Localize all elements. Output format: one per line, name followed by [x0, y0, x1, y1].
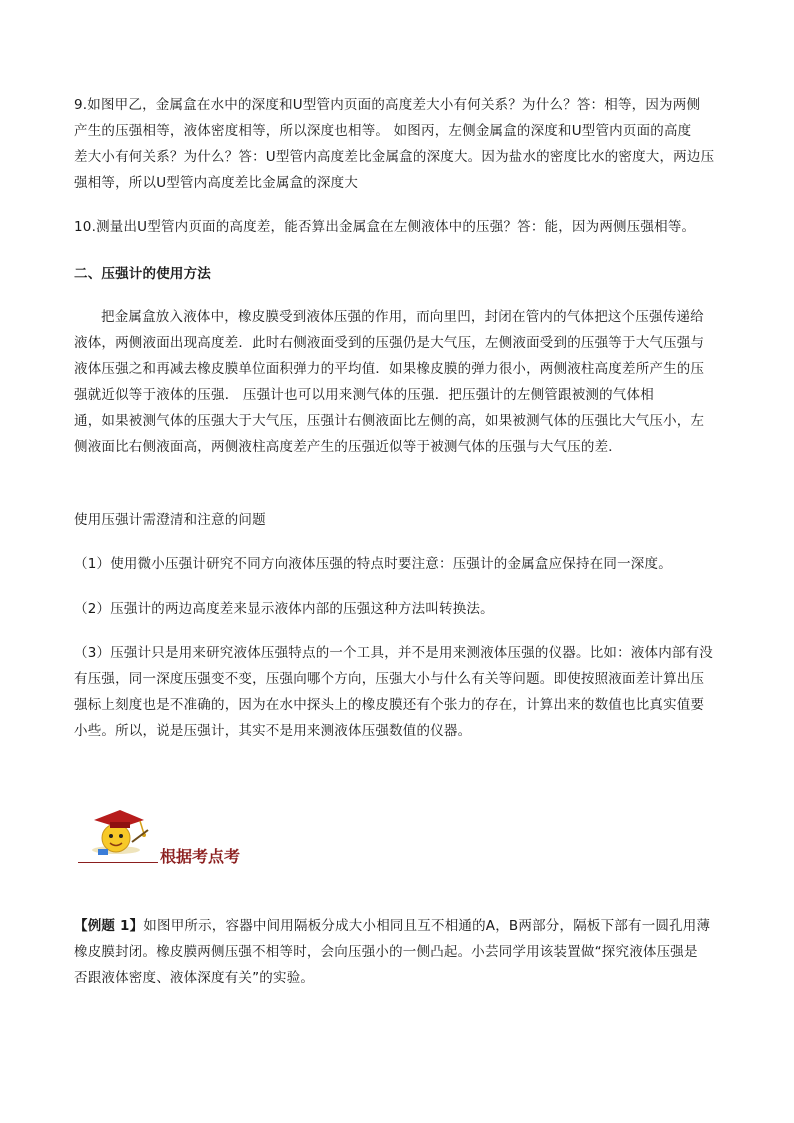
note-3-line: 小些。所以，说是压强计，其实不是用来测液体压强数值的仪器。: [74, 723, 472, 739]
graduate-mascot-icon: [78, 804, 160, 866]
paragraph-line: 侧液面比右侧液面高，两侧液柱高度差产生的压强近似等于被测气体的压强与大气压的差．: [74, 439, 622, 455]
question-9-line: 差大小有何关系？为什么？答：U型管内高度差比金属盒的深度大。因为盐水的密度比水的密度大，两边压: [74, 149, 715, 165]
example-1-line: 否跟液体密度、液体深度有关”的实验。: [74, 970, 315, 986]
note-3-line: （3）压强计只是用来研究液体压强特点的一个工具，并不是用来测液体压强的仪器。比如：液体内部有没: [74, 645, 713, 661]
example-1-line: 橡皮膜封闭。橡皮膜两侧压强不相等时，会向压强小的一侧凸起。小芸同学用该装置做“探究液体压强是: [74, 944, 698, 960]
example-1-line: 【例题 1】如图甲所示，容器中间用隔板分成大小相同且互不相通的A，B两部分，隔板下部有一圆孔用薄: [74, 918, 711, 934]
paragraph-line: 强就近似等于液体的压强． 压强计也可以用来测气体的压强．把压强计的左侧管跟被测的气体相: [74, 387, 654, 403]
paragraph-line: 通，如果被测气体的压强大于大气压，压强计右侧液面比左侧的高，如果被测气体的压强比大气压小，左: [74, 413, 705, 429]
paragraph-line: 液体压强之和再减去橡皮膜单位面积弹力的平均值．如果橡皮膜的弹力很小，两侧液柱高度差所产生的压: [74, 361, 705, 377]
pressure-gauge-paragraph: [74, 304, 720, 460]
note-3: [74, 640, 720, 744]
notes-title: 使用压强计需澄清和注意的问题: [74, 512, 266, 528]
example-tag: 【例题 1】: [74, 918, 144, 934]
section-title-rule: [78, 862, 158, 863]
question-9-line: 产生的压强相等，液体密度相等，所以深度也相等。 如图丙，左侧金属盒的深度和U型管内页面的高度: [74, 123, 692, 139]
example-1: [74, 913, 720, 991]
note-2: （2）压强计的两边高度差来显示液体内部的压强这种方法叫转换法。: [74, 601, 494, 617]
question-9-line: 强相等，所以U型管内高度差比金属盒的深度大: [74, 175, 359, 191]
section-heading-pressure-gauge: 二、压强计的使用方法: [74, 266, 211, 282]
question-10: [74, 214, 720, 240]
paragraph-line: 液体，两侧液面出现高度差．此时右侧液面受到的压强仍是大气压，左侧液面受到的压强等于大气压强与: [74, 335, 705, 351]
question-9-line: 9.如图甲乙，金属盒在水中的深度和U型管内页面的高度差大小有何关系？为什么？答：相等，因为两侧: [74, 97, 701, 113]
section-title: 根据考点考: [160, 847, 241, 866]
paragraph-line: 把金属盒放入液体中，橡皮膜受到液体压强的作用，而向里凹，封闭在管内的气体把这个压强传递给: [101, 309, 704, 325]
question-10-text: 10.测量出U型管内页面的高度差，能否算出金属盒在左侧液体中的压强？答：能，因为两侧压强相等。: [74, 219, 696, 235]
note-3-line: 有压强，同一深度压强变不变，压强向哪个方向，压强大小与什么有关等问题。即使按照液面差计算出压: [74, 671, 705, 687]
note-1: （1）使用微小压强计研究不同方向液体压强的特点时要注意：压强计的金属盒应保持在同一深度。: [74, 556, 672, 572]
note-3-line: 强标上刻度也是不准确的，因为在水中探头上的橡皮膜还有个张力的存在，计算出来的数值也比真实值要: [74, 697, 705, 713]
question-9: [74, 92, 720, 196]
